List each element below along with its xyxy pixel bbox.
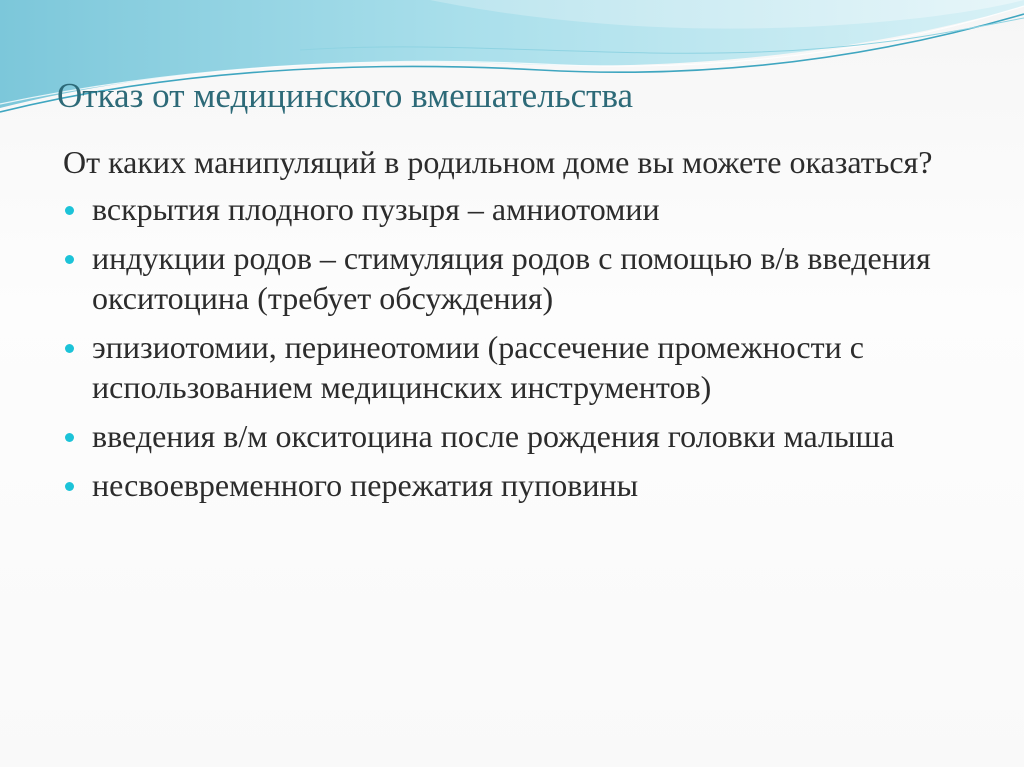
list-item-text: вскрытия плодного пузыря – амниотомии xyxy=(92,191,660,227)
list-item xyxy=(61,327,981,407)
slide-body xyxy=(61,142,981,514)
list-item xyxy=(61,465,981,505)
list-item xyxy=(61,238,981,318)
bullet-dot-icon xyxy=(65,433,74,442)
list-item xyxy=(61,416,981,456)
bullet-dot-icon xyxy=(65,482,74,491)
list-item-text: индукции родов – стимуляция родов с помощью в/в введения окситоцина (требует обсуждения) xyxy=(92,240,931,316)
bullet-list xyxy=(61,189,981,505)
intro-question: От каких манипуляций в родильном доме вы можете оказаться? xyxy=(63,144,933,180)
bullet-dot-icon xyxy=(65,206,74,215)
slide-title: Отказ от медицинского вмешательства xyxy=(57,76,634,115)
list-item xyxy=(61,189,981,229)
list-item-text: введения в/м окситоцина после рождения головки малыша xyxy=(92,418,895,454)
list-item-text: несвоевременного пережатия пуповины xyxy=(92,467,639,503)
list-item-text: эпизиотомии, перинеотомии (рассечение промежности с использованием медицинских инструментов) xyxy=(92,329,864,405)
bullet-dot-icon xyxy=(65,255,74,264)
bullet-dot-icon xyxy=(65,344,74,353)
